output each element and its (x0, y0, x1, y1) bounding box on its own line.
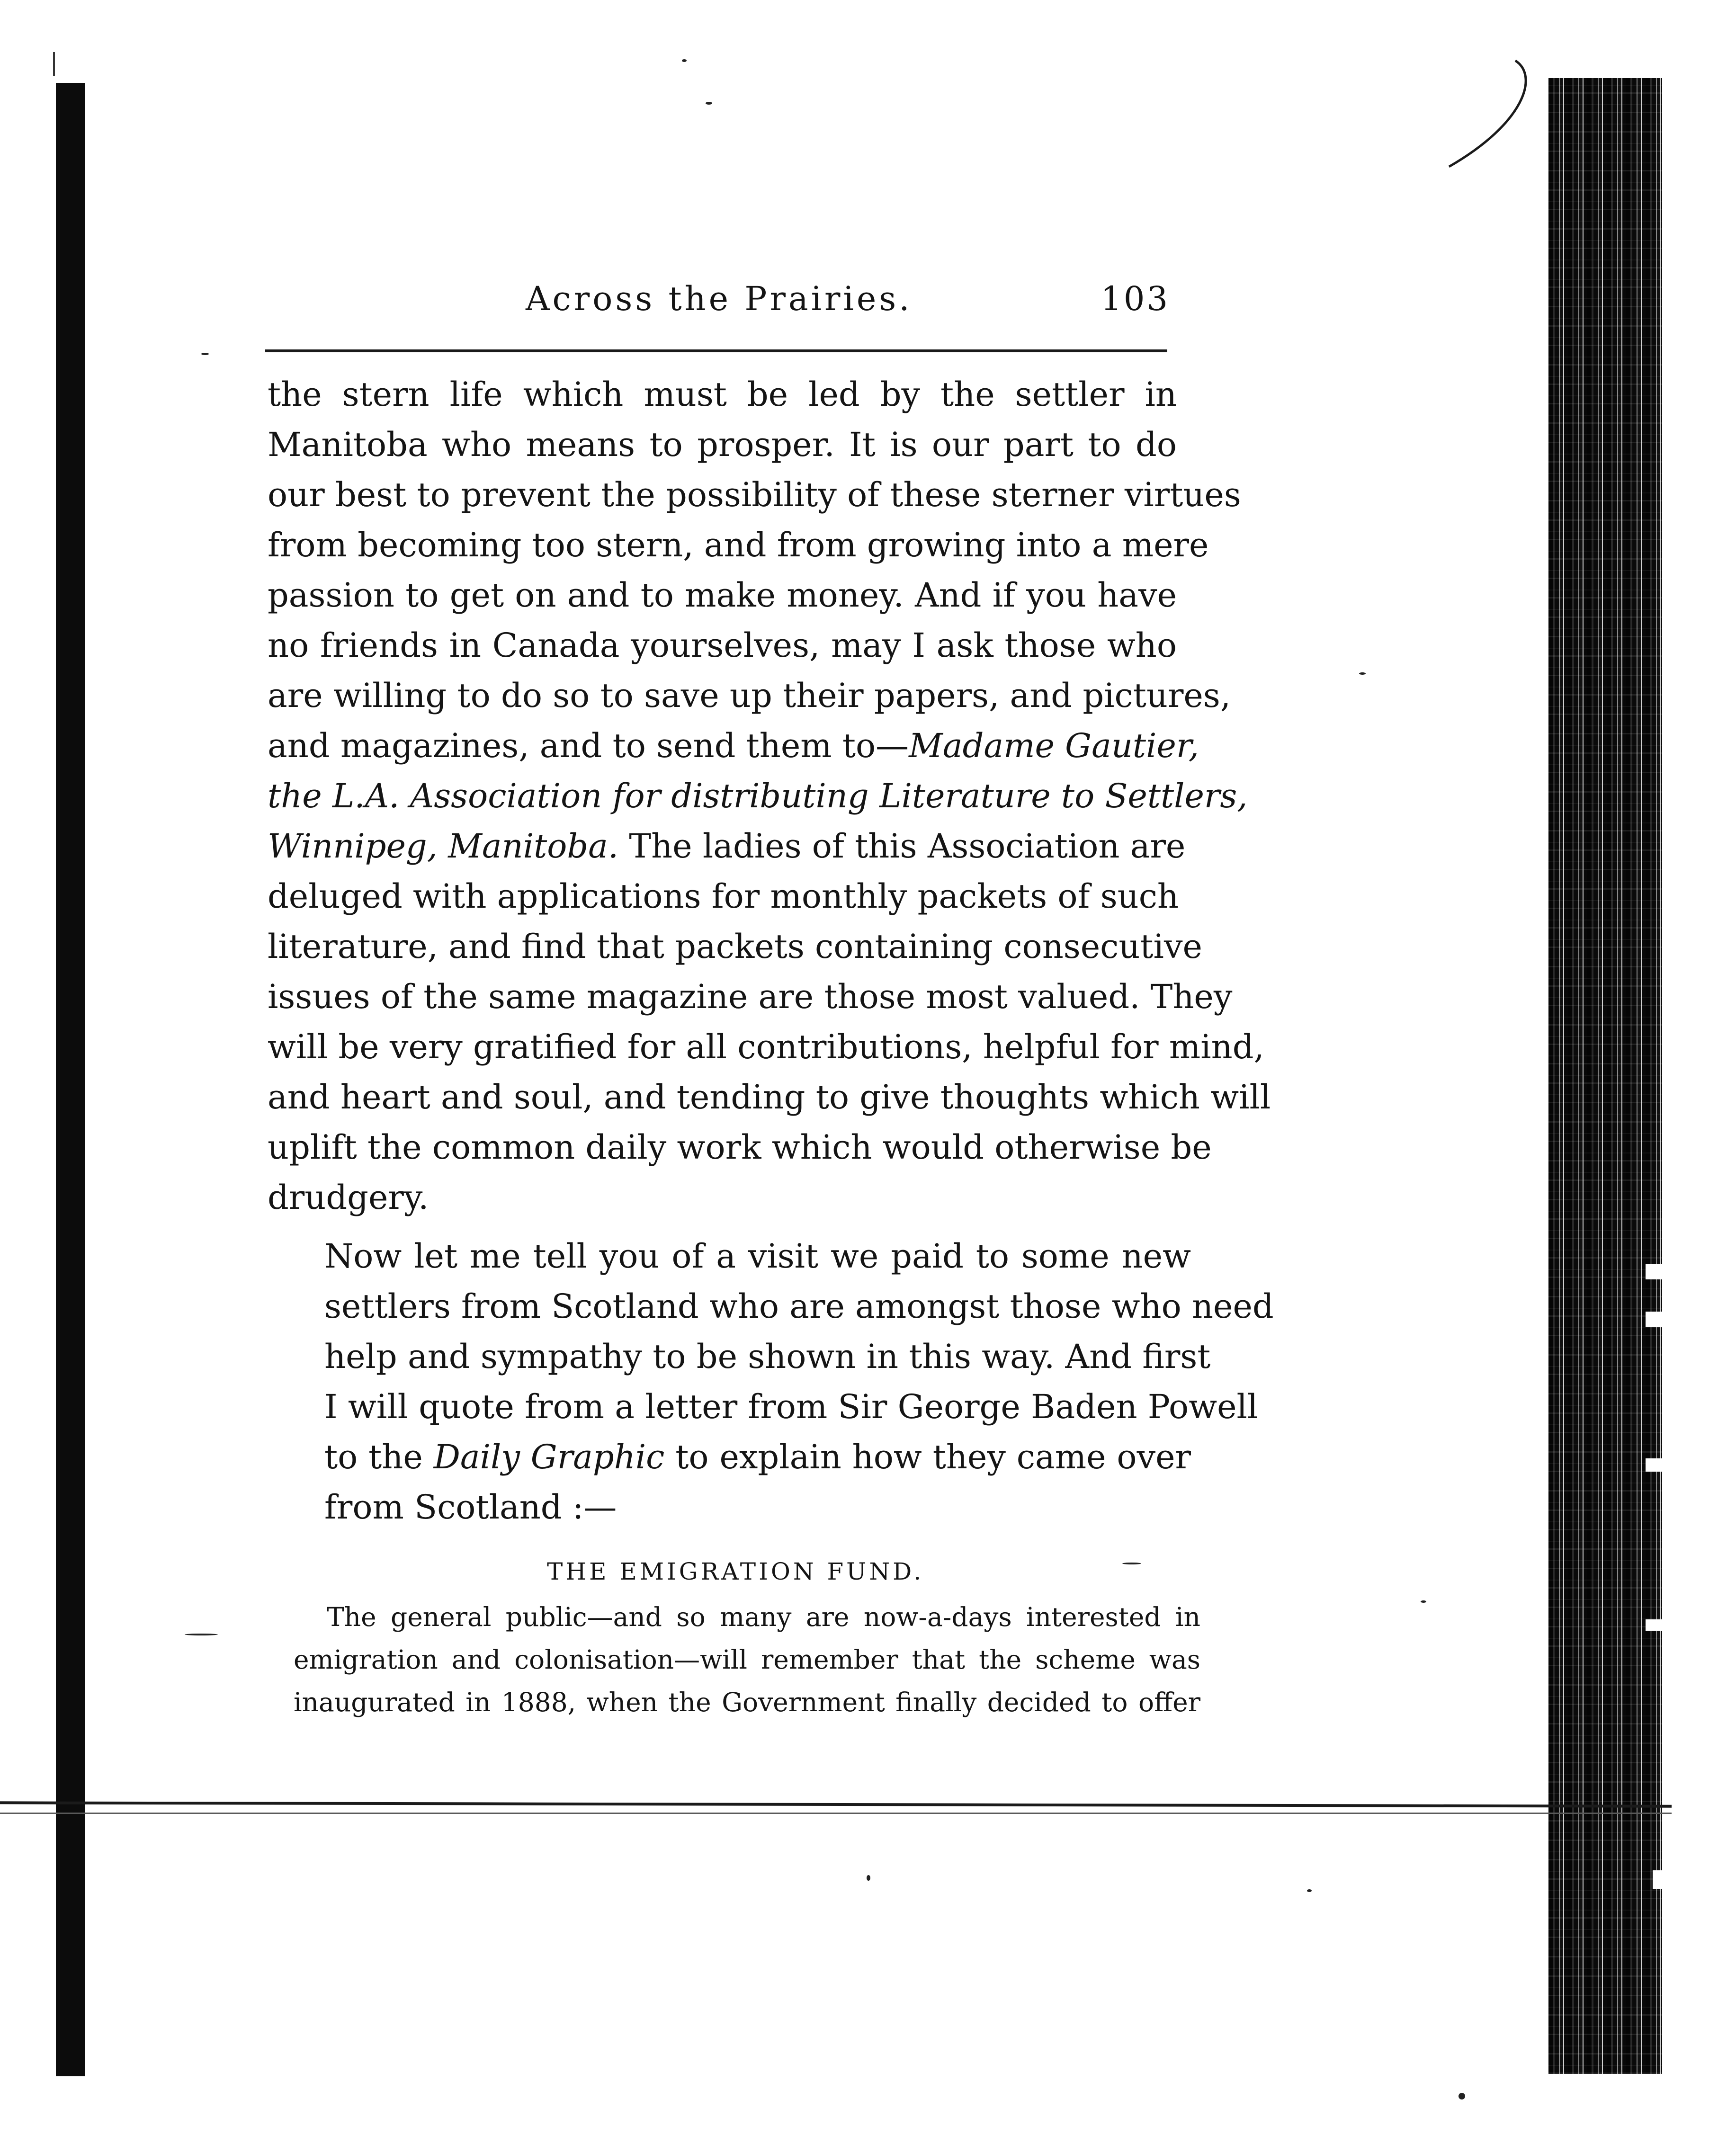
running-title: Across the Prairies. (526, 279, 913, 318)
scan-speck (185, 1634, 218, 1635)
scan-speck (682, 59, 687, 62)
page-corner-curl (1440, 57, 1553, 180)
text-line: no friends in Canada yourselves, may I ask those who (268, 626, 1177, 665)
text-run: and magazines, and to send them to— (268, 726, 909, 765)
text-run: The ladies of this Association are (618, 827, 1186, 866)
address-association: the L.A. Association for distributing Literature to Settlers, (268, 777, 1248, 815)
text-line: help and sympathy to be shown in this way. And first (324, 1337, 1211, 1376)
scan-speck (201, 353, 209, 355)
text-line: our best to prevent the possibility of these sterner virtues (268, 475, 1241, 514)
text-line: will be very gratified for all contributions, helpful for mind, (268, 1027, 1264, 1066)
scan-binding-shadow-left (56, 83, 85, 2076)
page-fold-line-secondary (0, 1813, 1672, 1814)
text-line: from Scotland :— (324, 1488, 617, 1527)
page-fold-line (0, 1801, 1672, 1807)
scan-speck (706, 102, 712, 105)
quote-line: The general public—and so many are now-a-days interested in (327, 1602, 1200, 1632)
text-line: deluged with applications for monthly packets of such (268, 877, 1179, 916)
scan-edge-notch (1646, 1619, 1662, 1631)
section-heading: THE EMIGRATION FUND. (547, 1558, 924, 1585)
scan-speck (1307, 1889, 1312, 1892)
scan-speck (1421, 1600, 1426, 1603)
paragraph-2 (286, 1231, 1274, 1532)
quoted-letter (294, 1596, 1200, 1724)
scan-speck (1122, 1563, 1141, 1564)
text-line: are willing to do so to save up their papers, and pictures, (268, 676, 1231, 715)
text-line: the stern life which must be led by the settler in (268, 375, 1177, 414)
paragraph-1 (268, 369, 1271, 1223)
newspaper-title: Daily Graphic (433, 1438, 665, 1476)
scan-edge-notch (1653, 1870, 1662, 1889)
text-line: I will quote from a letter from Sir George Baden Powell (324, 1387, 1258, 1426)
text-line: issues of the same magazine are those most valued. They (268, 977, 1233, 1016)
scan-edge-notch (1646, 1264, 1662, 1279)
text-line: Manitoba who means to prosper. It is our part to do (268, 425, 1177, 464)
text-run: to explain how they came over (664, 1438, 1191, 1476)
text-line: literature, and find that packets containing consecutive (268, 927, 1202, 966)
text-line: and heart and soul, and tending to give thoughts which will (268, 1078, 1271, 1117)
text-line (268, 821, 1186, 871)
address-name: Madame Gautier, (909, 726, 1199, 765)
text-line: drudgery. (268, 1178, 429, 1217)
scan-edge-notch (1646, 1312, 1662, 1327)
text-line: from becoming too stern, and from growing into a mere (268, 526, 1209, 564)
text-line: uplift the common daily work which would otherwise be (268, 1128, 1212, 1167)
scan-speck (1359, 672, 1366, 675)
scan-edge-mark (53, 52, 55, 76)
text-line: Now let me tell you of a visit we paid to some new (324, 1237, 1191, 1276)
scan-page-edge-right (1548, 78, 1662, 2074)
text-line: passion to get on and to make money. And if you have (268, 576, 1177, 615)
scan-speck (1459, 2093, 1465, 2099)
page-number: 103 (1101, 279, 1170, 318)
quote-line: inaugurated in 1888, when the Government finally decided to offer (294, 1687, 1200, 1717)
text-line: settlers from Scotland who are amongst those who need (324, 1287, 1274, 1326)
text-run: to the (324, 1438, 434, 1476)
running-header (265, 279, 1170, 322)
scan-edge-notch (1646, 1458, 1662, 1472)
text-line (268, 721, 1199, 771)
quote-line: emigration and colonisation—will remember that the scheme was (294, 1644, 1200, 1675)
header-rule (265, 349, 1167, 352)
text-line (286, 1432, 1191, 1482)
address-city: Winnipeg, Manitoba. (268, 827, 619, 866)
scan-speck (867, 1875, 870, 1881)
